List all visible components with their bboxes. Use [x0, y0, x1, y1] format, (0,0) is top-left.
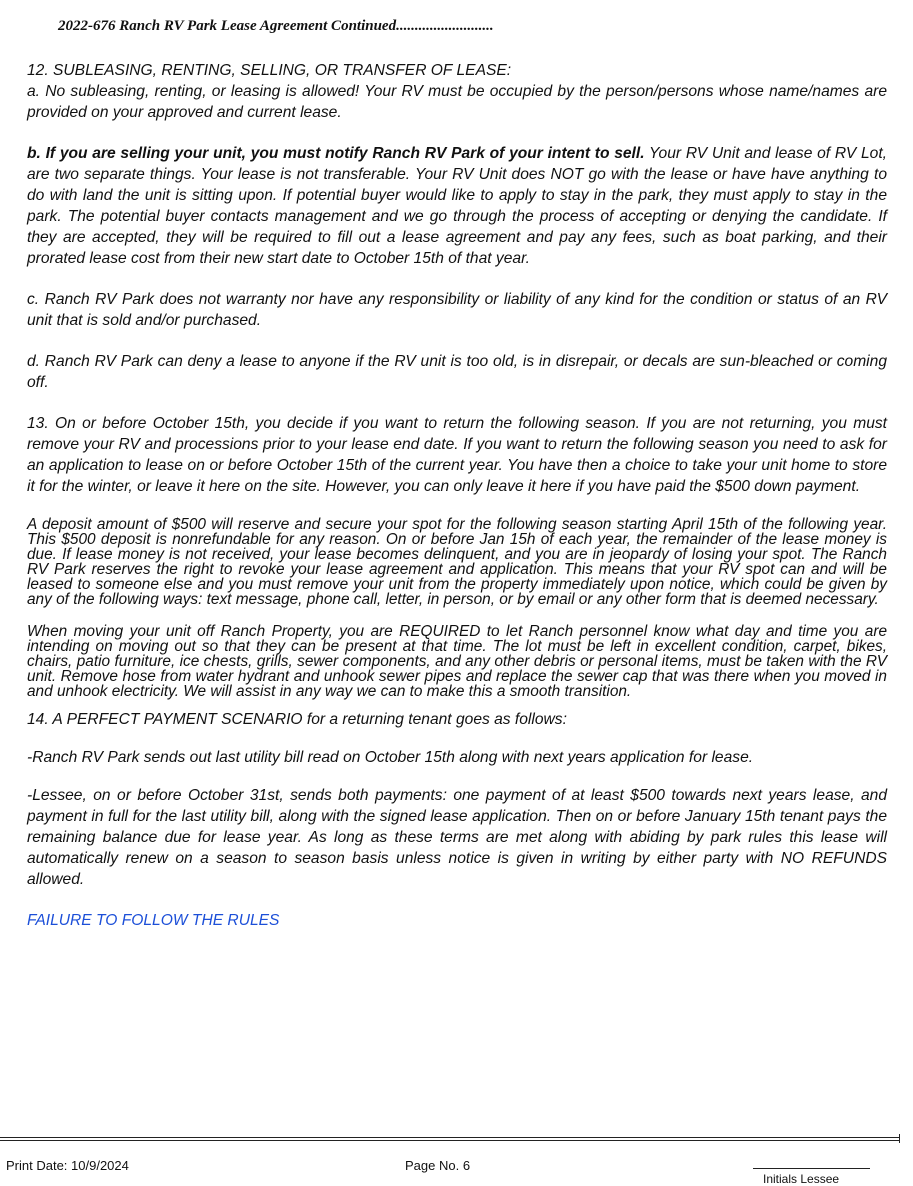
- footer-divider: [0, 1137, 900, 1141]
- section-12-b-lead: b. If you are selling your unit, you must notify Ranch RV Park of your intent to sell.: [27, 145, 645, 162]
- section-12-b: [27, 143, 887, 269]
- section-13-paragraph-2: A deposit amount of $500 will reserve and secure your spot for the following season starting April 15th of the following year. This $500 deposit is nonrefundable for any reason. On or before Jan 15h of each year, the remainder of the lease money is due. If lease money is not received, your lease becomes delinquent, and you are in jeopardy of losing your spot. The Ranch RV Park reserves the right to revoke your lease agreement and application. This means that your RV spot can and will be leased to someone else and you must remove your unit from the property immediately upon notice, which could be given by any of the following ways: text message, phone call, letter, in person, or by email or any other form that is deemed necessary.: [27, 516, 887, 608]
- section-13-paragraph-1: 13. On or before October 15th, you decide if you want to return the following season. If you are not returning, you must remove your RV and processions prior to your lease end date. If you want to return the following season you need to ask for an application to lease on or before October 15th of the current year. You have then a choice to take your unit home to store it for the winter, or leave it here on the site. However, you can only leave it here if you have paid the $500 down payment.: [27, 415, 887, 495]
- initials-signature-line: [753, 1168, 870, 1169]
- page-header: 2022-676 Ranch RV Park Lease Agreement Continued..........................: [58, 18, 494, 34]
- document-body: [27, 60, 887, 931]
- section-12-a: a. No subleasing, renting, or leasing is allowed! Your RV must be occupied by the person/persons whose name/names are provided on your approved and current lease.: [27, 83, 887, 121]
- initials-lessee-label: Initials Lessee: [763, 1172, 840, 1186]
- section-14-heading: 14. A PERFECT PAYMENT SCENARIO for a returning tenant goes as follows:: [27, 711, 567, 728]
- page-number: Page No. 6: [405, 1158, 471, 1173]
- section-12-c: c. Ranch RV Park does not warranty nor have any responsibility or liability of any kind for the condition or status of an RV unit that is sold and/or purchased.: [27, 291, 887, 329]
- section-12-heading: 12. SUBLEASING, RENTING, SELLING, OR TRANSFER OF LEASE:: [27, 62, 512, 79]
- section-14-paragraph-1: -Ranch RV Park sends out last utility bill read on October 15th along with next years application for lease.: [27, 749, 754, 766]
- section-13-paragraph-3: When moving your unit off Ranch Property, you are REQUIRED to let Ranch personnel know what day and time you are intending on moving out so that they can be present at that time. The lot must be left in excellent condition, carpet, bikes, chairs, patio furniture, ice chests, grills, sewer components, and any other debris or personal items, must be taken with the RV unit. Remove hose from water hydrant and unhook sewer pipes and replace the sewer cap that was there when you moved in and unhook electricity. We will assist in any way we can to make this a smooth transition.: [27, 623, 887, 700]
- section-14-paragraph-2: -Lessee, on or before October 31st, sends both payments: one payment of at least $500 towards next years lease, and payment in full for the last utility bill, along with the signed lease application. Then on or before January 15th tenant pays the remaining balance due for lease year. As long as these terms are met along with abiding by park rules this lease will automatically renew on a season to season basis unless notice is given in writing by either party with NO REFUNDS allowed.: [27, 787, 887, 888]
- print-date: Print Date: 10/9/2024: [6, 1158, 129, 1173]
- section-12-b-rest: Your RV Unit and lease of RV Lot, are two separate things. Your lease is not transferable. Your RV Unit does NOT go with the lease or have have anything to do with land the unit is sitting upon. If potential buyer would like to apply to stay in the park, they must apply to stay in the park. The potential buyer contacts management and we go through the process of accepting or denying the candidate. If they are accepted, they will be required to fill out a lease agreement and pay any fees, such as boat parking, and their prorated lease cost from their new start date to October 15th of that year.: [27, 145, 887, 267]
- failure-heading: FAILURE TO FOLLOW THE RULES: [27, 912, 280, 929]
- section-12-d: d. Ranch RV Park can deny a lease to anyone if the RV unit is too old, is in disrepair, or decals are sun-bleached or coming off.: [27, 353, 887, 391]
